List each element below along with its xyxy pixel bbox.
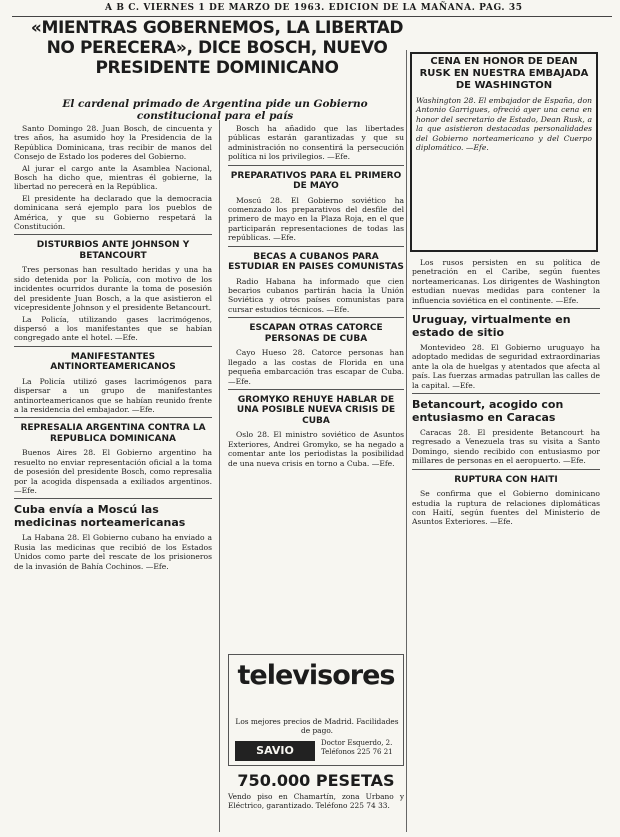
column-1 xyxy=(14,124,212,830)
section-rule xyxy=(228,389,404,390)
lead-paragraph: El presidente ha declarado que la democracia dominicana será ejemplo para los pueblos de América, y que su Gobierno respetará la Constitución. xyxy=(14,193,212,232)
article-paragraph: Cayo Hueso 28. Catorce personas han llegado a las costas de Florida en una pequeña embarcación tras escapar de Cuba. —Efe. xyxy=(228,348,404,386)
article-paragraph: La Policía utilizó gases lacrimógenos para dispersar a un grupo de manifestantes antinorteamericanos que se habían reunido frente a la residencia del embajador. —Efe. xyxy=(14,376,212,414)
section-heading: Betancourt, acogido con entusiasmo en Caracas xyxy=(412,398,564,425)
article-paragraph: Montevideo 28. El Gobierno uruguayo ha adoptado medidas de seguridad extraordinarias ante la ola de huelgas y atentados que afecta al país. Las fuerzas armadas patrullan las calles de la capital. —Efe. xyxy=(412,343,600,390)
ad-copy: Los mejores precios de Madrid. Facilidades de pago. xyxy=(235,717,399,735)
boxed-article xyxy=(410,52,598,252)
televisores-advertisement xyxy=(228,654,404,766)
section-heading: Uruguay, virtualmente en estado de sitio xyxy=(412,313,571,340)
ad-brand-name: televisores xyxy=(237,660,395,691)
lead-paragraph: Bosch ha añadido que las libertades públicas estarán garantizadas y que su administración no consentirá la persecución política ni los privilegios. —Efe. xyxy=(228,124,404,162)
section-rule xyxy=(14,498,212,499)
article-paragraph: Buenos Aires 28. El Gobierno argentino ha resuelto no enviar representación oficial a la toma de posesión del presidente Bosch, como represalia por la acogida dispensada a exiliados argentinos. —Efe. xyxy=(14,448,212,495)
article-paragraph: Los rusos persisten en su política de penetración en el Caribe, según fuentes norteamericanas. Los dirigentes de Washington estudian nuevas medidas para contener la influencia soviética en el continente. —Efe. xyxy=(412,258,600,305)
section-heading: Cuba envía a Moscú las medicinas norteamericanas xyxy=(14,503,186,530)
section-heading: RUPTURA CON HAITI xyxy=(454,474,558,485)
article-paragraph: La Policía, utilizando gases lacrimógenos, dispersó a los manifestantes que se habían congregado ante el hotel. —Efe. xyxy=(14,314,212,343)
lead-headline: «MIENTRAS GOBERNEMOS, LA LIBERTAD NO PERECERA», DICE BOSCH, NUEVO PRESIDENTE DOMINICANO xyxy=(30,18,404,78)
lead-paragraph: Santo Domingo 28. Juan Bosch, de cincuenta y tres años, ha asumido hoy la Presidencia de la República Dominicana, tras recibir de manos del Consejo de Estado los poderes del Gobierno. xyxy=(14,124,212,162)
section-rule xyxy=(228,317,404,318)
ad-amount: 750.000 PESETAS xyxy=(237,771,395,790)
section-heading: MANIFESTANTES ANTINORTEAMERICANOS xyxy=(50,351,176,373)
section-heading: ESCAPAN OTRAS CATORCE PERSONAS DE CUBA xyxy=(249,323,383,344)
section-rule xyxy=(412,393,600,394)
article-paragraph: Oslo 28. El ministro soviético de Asuntos Exteriores, Andrei Gromyko, se ha negado a comentar ante los periodistas la posibilidad de una nueva crisis en torno a Cuba. —Efe. xyxy=(228,430,404,468)
article-paragraph: La Habana 28. El Gobierno cubano ha enviado a Rusia las medicinas que recibió de los Estados Unidos como parte del rescate de los prisioneros de la invasión de Bahía Cochinos. —Efe. xyxy=(14,533,212,571)
boxed-article-text: Washington 28. El embajador de España, don Antonio Garrigues, ofreció ayer una cena en honor del secretario de Estado, Dean Rusk, a la que asistieron destacadas personalidades del Gobierno norteamericano y del Cuerpo diplomático. —Efe. xyxy=(416,96,592,153)
article-paragraph: Tres personas han resultado heridas y una ha sido detenida por la Policía, con motivo de los incidentes ocurridos durante la toma de posesión del presidente Juan Bosch, a la que asistieron el vicepresidente Johnson y el presidente Betancourt. xyxy=(14,265,212,313)
section-heading: BECAS A CUBANOS PARA ESTUDIAR EN PAISES COMUNISTAS xyxy=(228,251,404,273)
section-heading: DISTURBIOS ANTE JOHNSON Y BETANCOURT xyxy=(36,240,190,261)
header-rule xyxy=(12,16,612,17)
classified-advertisement xyxy=(228,770,404,830)
section-heading: REPRESALIA ARGENTINA CONTRA LA REPUBLICA DOMINICANA xyxy=(20,423,206,444)
section-rule xyxy=(14,346,212,347)
article-paragraph: Moscú 28. El Gobierno soviético ha comenzado los preparativos del desfile del primero de mayo en la Plaza Roja, en el que participarán representaciones de todas las repúblicas. —Efe. xyxy=(228,195,404,243)
ad-logo: SAVIO xyxy=(235,741,315,761)
section-rule xyxy=(14,417,212,418)
column-3 xyxy=(412,258,600,830)
section-rule xyxy=(412,469,600,470)
lead-subhead: El cardenal primado de Argentina pide un Gobierno constitucional para el país xyxy=(62,98,368,122)
article-paragraph: Caracas 28. El presidente Betancourt ha regresado a Venezuela tras su visita a Santo Domingo, siendo recibido con entusiasmo por millares de personas en el aeropuerto. —Efe. xyxy=(412,428,600,466)
section-rule xyxy=(14,234,212,235)
section-heading: GROMYKO REHUYE HABLAR DE UNA POSIBLE NUEVA CRISIS DE CUBA xyxy=(236,394,396,426)
column-rule xyxy=(219,120,220,832)
column-2 xyxy=(228,124,404,650)
page-folio: A B C. VIERNES 1 DE MARZO DE 1963. EDICION DE LA MAÑANA. PAG. 35 xyxy=(105,3,523,13)
column-rule xyxy=(406,50,407,832)
article-paragraph: Se confirma que el Gobierno dominicano estudia la ruptura de relaciones diplomáticas con Haití, según fuentes del Ministerio de Asuntos Exteriores. —Efe. xyxy=(412,489,600,527)
section-heading: PREPARATIVOS PARA EL PRIMERO DE MAYO xyxy=(230,170,402,192)
section-rule xyxy=(412,308,600,309)
lead-paragraph: Al jurar el cargo ante la Asamblea Nacional, Bosch ha dicho que, mientras él gobierne, la libertad no perecerá en la República. xyxy=(14,163,212,192)
ad-address: Doctor Esquerdo, 2. Teléfonos 225 76 21 xyxy=(321,739,393,756)
ad-text: Vendo piso en Chamartín, zona Urbano y Eléctrico, garantizado. Teléfono 225 74 33. xyxy=(228,792,404,810)
boxed-article-title: CENA EN HONOR DE DEAN RUSK EN NUESTRA EMBAJADA DE WASHINGTON xyxy=(419,56,589,91)
article-paragraph: Radio Habana ha informado que cien becarios cubanos partirán hacia la Unión Soviética y otros países comunistas para cursar estudios técnicos. —Efe. xyxy=(228,276,404,314)
section-rule xyxy=(228,246,404,247)
section-rule xyxy=(228,165,404,166)
